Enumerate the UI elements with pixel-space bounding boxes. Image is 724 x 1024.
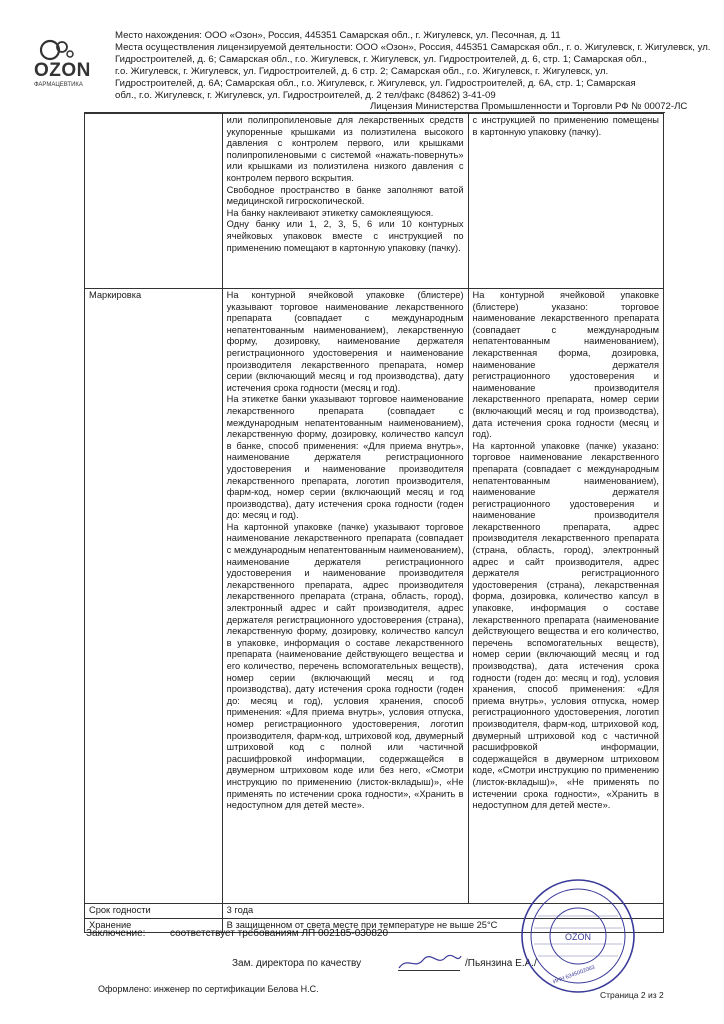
signature-icon	[395, 950, 465, 974]
logo-brand: OZON	[34, 60, 91, 81]
header-line-2: Места осуществления лицензируемой деятельности: ООО «Озон», Россия, 445351 Самарская обл., г. о. Жигулевск, г. Жигулевск, ул.	[115, 42, 711, 53]
row0-c2-p3: На банку наклеивают этикетку самоклеящуюся.	[226, 207, 434, 218]
conclusion-label: Заключение:	[86, 928, 146, 939]
row0-result	[468, 114, 663, 289]
page-number: Страница 2 из 2	[600, 990, 664, 1000]
seal-inn: ИНН 6345002063	[552, 964, 596, 986]
header-line-6: обл., г.о. Жигулевск, г. Жигулевск, ул. Гидростроителей, д. 2 тел/факс (84862) 3-41-09	[115, 90, 496, 101]
row1-c3-p2: На картонной упаковке (пачке) указано: торговое наименование лекарственного препарата (совпадает с международным непатентованным наименованием), наименование держателя регистрационного удостоверения и наименование производителя лекарственного препарата, адрес производителя лекарственного препарата (страна, область, город), электронный адрес и сайт производителя, адрес держателя регистрационного удостоверения (страна), лекарственная форма, дозировка, количество капсул в упаковке, информация о составе лекарственного препарата (наименование действующего вещества и его количество, перечень вспомогательных веществ), номер серии (включающий месяц и год производства), дата истечения срока годности (годен до: месяц и год), условия хранения, способ применения: «Для приема внутрь», условия отпуска, номер регистрационного удостоверения, логотип производителя, фарм-код, штриховой код, двумерный штриховой код с частичной расшифровкой информации, содержащейся в двумерном штриховом коде, «Смотри инструкцию по применению (листок-вкладыш)», «Не применять по истечении срока годности», «Хранить в недоступном для детей месте».	[472, 440, 659, 811]
row2-label: Срок годности	[85, 904, 223, 919]
company-seal-icon	[518, 876, 638, 996]
conclusion-text: соответствует требованиям ЛП 002185-030820	[170, 928, 389, 939]
row0-label	[85, 114, 223, 289]
logo-subtitle: ФАРМАЦЕВТИКА	[34, 82, 83, 88]
row1-c2-p2: На этикетке банки указывают торговое наименование лекарственного препарата (совпадает с международным непатентованным наименованием), лекарственную форму, дозировку, количество капсул в банке, способ применения: «Для приема внутрь», наименование держателя регистрационного удостоверения и наименование производителя лекарственного препарата, логотип производителя, фарм-код, номер серии (включающий месяц и год производства), дату истечения срока годности (годен до: месяц и год).	[226, 394, 464, 521]
header-line-5: Гидростроителей, д. 6А; Самарская обл., г.о. Жигулевск, г. Жигулевск, ул. Гидростроителей, д. 6А, стр. 1; Самарская	[115, 78, 636, 89]
row2-value: 3 года	[222, 904, 663, 919]
header-line-1: Место нахождения: ООО «Озон», Россия, 445351 Самарская обл., г. Жигулевск, ул. Песочная, д. 11	[115, 30, 561, 41]
row0-c2-p4: Одну банку или 1, 2, 3, 5, 6 или 10 контурных ячейковых упаковок вместе с инструкцией по применению помещают в картонную упаковку (пачку).	[226, 219, 464, 253]
license-line: Лицензия Министерства Промышленности и Торговли РФ № 00072-ЛС	[370, 101, 688, 112]
row1-c3-p1: На контурной ячейковой упаковке (блистере) указано: торговое наименование лекарственного препарата (совпадает с международным непатентованным наименованием), лекарственная форма, дозировка, наименование держателя регистрационного удостоверения и наименование производителя лекарственного препарата, номер серии (включающий месяц и год производства), дата истечения срока годности (месяц и год).	[472, 290, 659, 440]
signer-name: /Пьянзина Е.А./	[465, 958, 537, 969]
row0-requirement	[222, 114, 468, 289]
row1-requirement	[222, 289, 468, 904]
header-line-4: г.о. Жигулевск, г. Жигулевск, ул. Гидростроителей, д. 6 стр. 2; Самарская обл., г.о. Жигулевск, г. Жигулевск, ул.	[115, 66, 609, 77]
prepared-by: Оформлено: инженер по сертификации Белова Н.С.	[98, 984, 319, 994]
row3-label: Хранение	[85, 918, 223, 933]
row0-c2-p1: или полипропиленовые для лекарственных средств укупоренные крышками из полиэтилена высокого давления с контролем первого, или крышками полипропиленовыми с системой «нажать-повернуть» или крышками из полиэтилена низкого давления с контролем первого вскрытия.	[226, 115, 464, 183]
svg-text:OZON: OZON	[565, 932, 591, 942]
table-row	[85, 114, 664, 289]
row3-value: В защищенном от света месте при температуре не выше 25°С	[222, 918, 663, 933]
company-logo	[26, 38, 112, 102]
row1-label: Маркировка	[85, 289, 223, 904]
header-line-3: Гидростроителей, д. 6; Самарская обл., г.о. Жигулевск, г. Жигулевск, ул. Гидростроителей, д. 6, стр. 1; Самарская обл.,	[115, 54, 647, 65]
row0-c2-p2: Свободное пространство в банке заполняют ватой медицинской гигроскопической.	[226, 184, 464, 207]
deputy-title: Зам. директора по качеству	[232, 958, 362, 969]
spec-table	[84, 113, 664, 933]
row1-c2-p1: На контурной ячейковой упаковке (блистере) указывают торговое наименование лекарственного препарата (совпадает с международным непатентованным наименованием), лекарственную форму, дозировку, наименование держателя регистрационного удостоверения и наименование производителя лекарственного препарата, номер серии (включающий месяц и год производства), дату истечения срока годности (месяц и год).	[226, 290, 464, 393]
table-row	[85, 289, 664, 904]
row0-c3-p1: с инструкцией по применению помещены в картонную упаковку (пачку).	[472, 115, 659, 137]
row1-result	[468, 289, 663, 904]
row1-c2-p3: На картонной упаковке (пачке) указывают торговое наименование лекарственного препарата (совпадает с международным непатентованным наименованием), наименование держателя регистрационного удостоверения и наименование производителя лекарственного препарата, адрес производителя лекарственного препарата (страна, область, город), электронный адрес и сайт производителя, адрес держателя регистрационного удостоверения (страна), лекарственную форму, дозировку, количество капсул в упаковке, информация о составе лекарственного препарата (наименование действующего вещества и его количество, перечень вспомогательных веществ), номер серии (включающий месяц и год производства), дату истечения срока годности (годен до: месяц и год), условия хранения, способ применения: «Для приема внутрь», условия отпуска, номер регистрационного удостоверения, логотип производителя, фарм-код, штриховой код, двумерный штриховой код с полной или частичной расшифровкой информации, содержащейся в двумерном штриховом коде или без него, «Смотри инструкцию по применению (листок-вкладыш)», «Не применять по истечении срока годности», «Хранить в недоступном для детей месте».	[226, 521, 464, 811]
